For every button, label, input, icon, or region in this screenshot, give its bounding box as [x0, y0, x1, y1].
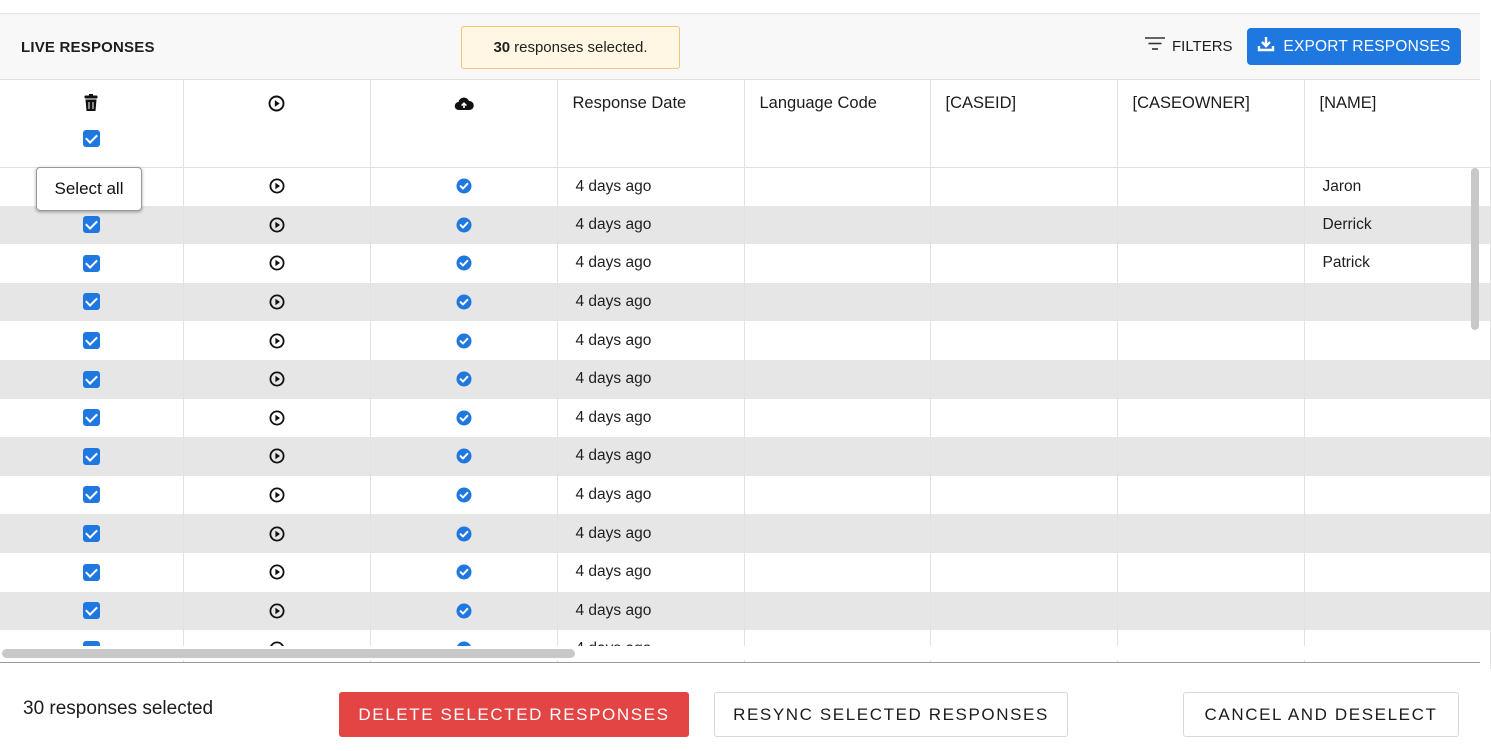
cell-language-code [744, 437, 930, 476]
row-play-cell [183, 321, 370, 360]
filters-button[interactable] [1144, 34, 1233, 58]
row-select-cell [0, 514, 183, 553]
row-select-cell [0, 244, 183, 283]
cell-language-code [744, 514, 930, 553]
check-circle-icon [456, 563, 472, 580]
row-play-cell [183, 553, 370, 592]
table-row[interactable] [0, 437, 1490, 476]
row-play-cell [183, 399, 370, 438]
row-checkbox[interactable] [83, 564, 100, 581]
select-all-tooltip: Select all [36, 167, 142, 211]
cell-language-code [744, 399, 930, 438]
row-sync-cell [370, 167, 557, 206]
cell-name: Jaron [1304, 167, 1490, 206]
cell-response-date: 4 days ago [557, 167, 744, 206]
row-checkbox[interactable] [83, 332, 100, 349]
cancel-deselect-button[interactable]: CANCEL AND DESELECT [1183, 692, 1459, 737]
check-circle-icon [456, 293, 472, 310]
cell-response-date: 4 days ago [557, 476, 744, 515]
row-select-cell [0, 553, 183, 592]
table-body [0, 167, 1490, 669]
cell-name [1304, 476, 1490, 515]
row-sync-cell [370, 553, 557, 592]
column-header-caseowner[interactable]: [CASEOWNER] [1117, 80, 1304, 167]
check-circle-icon [456, 486, 472, 503]
cell-caseid [930, 360, 1117, 399]
check-circle-icon [456, 409, 472, 426]
cell-caseid [930, 167, 1117, 206]
row-checkbox[interactable] [83, 448, 100, 465]
cell-response-date: 4 days ago [557, 283, 744, 322]
cell-caseowner [1117, 476, 1304, 515]
cell-response-date: 4 days ago [557, 360, 744, 399]
cell-caseowner [1117, 360, 1304, 399]
cell-caseowner [1117, 244, 1304, 283]
row-checkbox[interactable] [83, 409, 100, 426]
cell-caseowner [1117, 399, 1304, 438]
table-row[interactable] [0, 321, 1490, 360]
row-sync-cell [370, 360, 557, 399]
trash-icon[interactable] [0, 94, 183, 116]
column-header-select [0, 80, 183, 167]
table-row[interactable] [0, 514, 1490, 553]
row-sync-cell [370, 592, 557, 631]
cell-response-date: 4 days ago [557, 244, 744, 283]
export-responses-button[interactable] [1247, 28, 1461, 65]
cell-response-date: 4 days ago [557, 206, 744, 245]
download-icon [1257, 35, 1275, 58]
row-sync-cell [370, 244, 557, 283]
cell-caseid [930, 244, 1117, 283]
play-circle-icon[interactable] [269, 332, 285, 349]
row-play-cell [183, 283, 370, 322]
row-checkbox[interactable] [83, 525, 100, 542]
row-checkbox[interactable] [83, 255, 100, 272]
play-circle-icon [268, 94, 285, 112]
row-checkbox[interactable] [83, 293, 100, 310]
cell-caseid [930, 437, 1117, 476]
cell-caseowner [1117, 437, 1304, 476]
play-circle-icon[interactable] [269, 447, 285, 464]
check-circle-icon [456, 332, 472, 349]
row-select-cell [0, 321, 183, 360]
column-header-language-code[interactable]: Language Code [744, 80, 930, 167]
check-circle-icon [456, 447, 472, 464]
cell-caseid [930, 321, 1117, 360]
cell-response-date: 4 days ago [557, 592, 744, 631]
cell-name: Patrick [1304, 244, 1490, 283]
row-sync-cell [370, 514, 557, 553]
cell-caseowner [1117, 553, 1304, 592]
cell-caseid [930, 514, 1117, 553]
cell-response-date: 4 days ago [557, 514, 744, 553]
cell-name [1304, 321, 1490, 360]
cell-caseowner [1117, 592, 1304, 631]
cell-name: Derrick [1304, 206, 1490, 245]
row-select-cell [0, 476, 183, 515]
play-circle-icon[interactable] [269, 563, 285, 580]
cell-language-code [744, 167, 930, 206]
cell-response-date: 4 days ago [557, 437, 744, 476]
row-sync-cell [370, 476, 557, 515]
row-select-cell [0, 437, 183, 476]
table-row[interactable] [0, 360, 1490, 399]
cell-caseid [930, 592, 1117, 631]
cell-language-code [744, 321, 930, 360]
row-select-cell [0, 360, 183, 399]
cell-name [1304, 283, 1490, 322]
cell-language-code [744, 592, 930, 631]
responses-table [0, 80, 1470, 646]
row-select-cell [0, 283, 183, 322]
resync-selected-button[interactable]: RESYNC SELECTED RESPONSES [714, 692, 1068, 737]
cell-language-code [744, 360, 930, 399]
table-row[interactable] [0, 283, 1490, 322]
cell-caseowner [1117, 167, 1304, 206]
cell-name [1304, 553, 1490, 592]
play-circle-icon[interactable] [269, 486, 285, 503]
cell-caseid [930, 206, 1117, 245]
cell-language-code [744, 283, 930, 322]
table-row[interactable] [0, 399, 1490, 438]
play-circle-icon[interactable] [269, 602, 285, 619]
row-play-cell [183, 592, 370, 631]
column-header-name[interactable]: [NAME] [1304, 80, 1490, 167]
cell-caseowner [1117, 321, 1304, 360]
cell-caseowner [1117, 283, 1304, 322]
play-circle-icon[interactable] [269, 216, 285, 233]
page-title: LIVE RESPONSES [21, 39, 155, 56]
select-all-checkbox[interactable] [83, 130, 100, 147]
cell-language-code [744, 476, 930, 515]
column-header-caseid[interactable]: [CASEID] [930, 80, 1117, 167]
row-play-cell [183, 514, 370, 553]
row-play-cell [183, 244, 370, 283]
row-play-cell [183, 167, 370, 206]
check-circle-icon [456, 525, 472, 542]
table-row[interactable] [0, 206, 1490, 245]
check-circle-icon [456, 254, 472, 271]
row-sync-cell [370, 206, 557, 245]
cell-name [1304, 592, 1490, 631]
cell-response-date: 4 days ago [557, 399, 744, 438]
row-select-cell [0, 592, 183, 631]
cell-response-date: 4 days ago [557, 553, 744, 592]
row-sync-cell [370, 283, 557, 322]
cell-caseid [930, 553, 1117, 592]
row-checkbox[interactable] [83, 216, 100, 233]
table-row[interactable] [0, 553, 1490, 592]
table-header-row [0, 80, 1490, 167]
cell-caseid [930, 283, 1117, 322]
cloud-upload-icon [454, 94, 474, 112]
table-row[interactable] [0, 476, 1490, 515]
cell-caseowner [1117, 514, 1304, 553]
check-circle-icon [456, 178, 472, 195]
column-header-play [183, 80, 370, 167]
cell-name [1304, 514, 1490, 553]
cell-language-code [744, 553, 930, 592]
column-header-response-date[interactable]: Response Date [557, 80, 744, 167]
cell-language-code [744, 206, 930, 245]
footer-selected-count: 30 responses selected [23, 698, 214, 719]
check-circle-icon [456, 216, 472, 233]
filter-icon [1144, 35, 1166, 57]
play-circle-icon[interactable] [269, 525, 285, 542]
row-play-cell [183, 476, 370, 515]
row-select-cell [0, 206, 183, 245]
vertical-scrollbar[interactable] [1471, 168, 1479, 330]
row-play-cell [183, 360, 370, 399]
row-checkbox[interactable] [83, 602, 100, 619]
column-header-sync [370, 80, 557, 167]
selection-count: 30 [493, 39, 511, 56]
row-play-cell [183, 206, 370, 245]
check-circle-icon [456, 602, 472, 619]
selection-footer [0, 662, 1480, 751]
cell-name [1304, 437, 1490, 476]
cell-name [1304, 360, 1490, 399]
row-sync-cell [370, 321, 557, 360]
cell-response-date: 4 days ago [557, 321, 744, 360]
cell-caseid [930, 399, 1117, 438]
export-label: EXPORT RESPONSES [1283, 37, 1451, 55]
row-sync-cell [370, 437, 557, 476]
row-play-cell [183, 437, 370, 476]
top-strip [0, 0, 1480, 14]
table-row[interactable] [0, 592, 1490, 631]
play-circle-icon[interactable] [269, 409, 285, 426]
check-circle-icon [456, 370, 472, 387]
table-row[interactable] [0, 244, 1490, 283]
play-circle-icon[interactable] [269, 254, 285, 271]
row-checkbox[interactable] [83, 371, 100, 388]
delete-selected-button[interactable]: DELETE SELECTED RESPONSES [339, 692, 689, 737]
cell-caseowner [1117, 206, 1304, 245]
cell-language-code [744, 244, 930, 283]
filters-label: FILTERS [1172, 37, 1233, 55]
play-circle-icon[interactable] [269, 293, 285, 310]
horizontal-scrollbar[interactable] [2, 649, 575, 658]
cell-name [1304, 399, 1490, 438]
cell-caseid [930, 476, 1117, 515]
table-row[interactable] [0, 167, 1490, 206]
play-circle-icon[interactable] [269, 370, 285, 387]
row-checkbox[interactable] [83, 486, 100, 503]
row-sync-cell [370, 399, 557, 438]
selection-notice [461, 26, 680, 69]
header-bar [0, 14, 1480, 80]
row-select-cell [0, 399, 183, 438]
selection-text: responses selected. [514, 39, 648, 56]
play-circle-icon[interactable] [269, 178, 285, 195]
